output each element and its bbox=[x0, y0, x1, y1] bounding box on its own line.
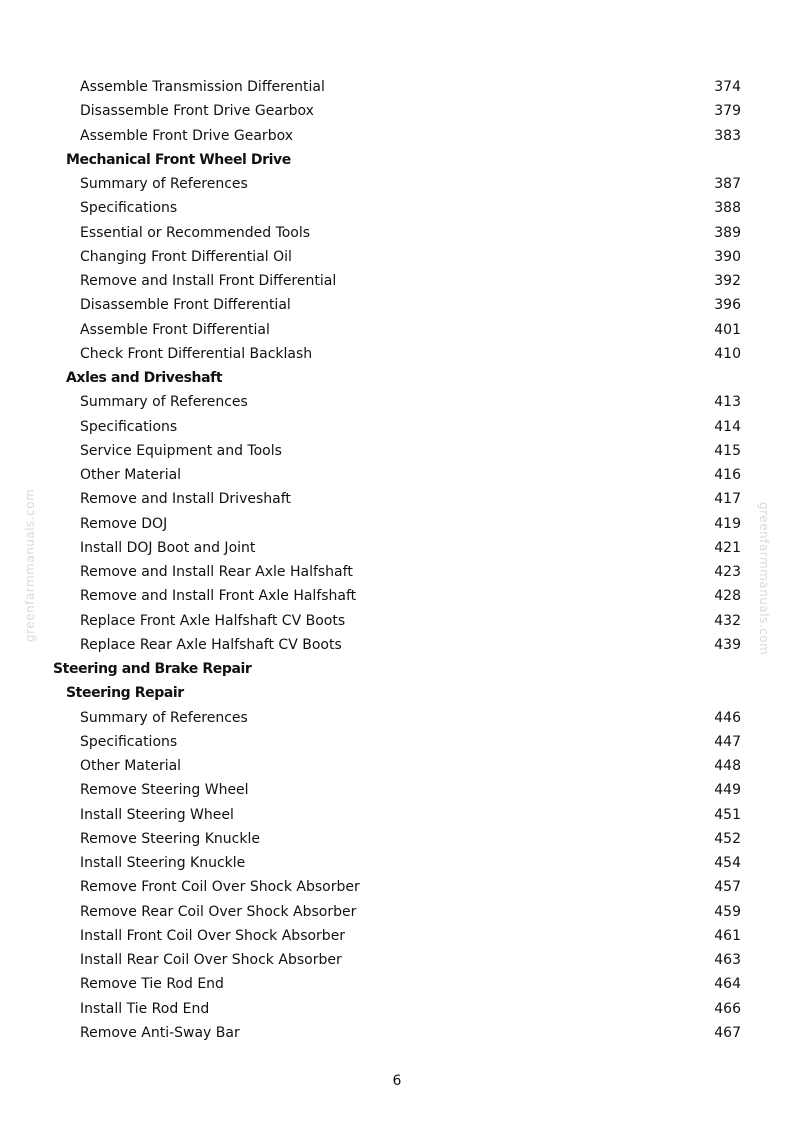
toc-entry[interactable] bbox=[0, 390, 794, 414]
toc-entry-title: Assemble Front Drive Gearbox bbox=[80, 127, 293, 144]
toc-entry-title: Install DOJ Boot and Joint bbox=[80, 539, 256, 556]
toc-entry-page-number: 446 bbox=[714, 709, 741, 726]
toc-entry[interactable] bbox=[0, 900, 794, 924]
toc-entry[interactable] bbox=[0, 948, 794, 972]
toc-section-heading[interactable] bbox=[0, 148, 794, 172]
toc-entry-title: Summary of References bbox=[80, 709, 248, 726]
toc-entry-page-number: 416 bbox=[714, 467, 741, 483]
watermark-right: greenfarmmanuals.com bbox=[757, 502, 771, 656]
toc-entry-page-number: 454 bbox=[714, 855, 741, 871]
toc-entry[interactable] bbox=[0, 609, 794, 633]
toc-entry-title: Mechanical Front Wheel Drive bbox=[66, 151, 291, 168]
toc-entry-page-number: 428 bbox=[714, 588, 741, 605]
toc-entry-title: Disassemble Front Drive Gearbox bbox=[80, 103, 314, 120]
toc-entry-page-number: 379 bbox=[714, 103, 741, 120]
toc-entry-title: Specifications bbox=[80, 418, 178, 435]
toc-entry[interactable] bbox=[0, 318, 794, 342]
toc-entry[interactable] bbox=[0, 196, 794, 220]
toc-entry[interactable] bbox=[0, 415, 794, 439]
toc-entry[interactable] bbox=[0, 875, 794, 899]
toc-entry-title: Remove DOJ bbox=[80, 515, 168, 532]
toc-entry-title: Specifications bbox=[80, 200, 178, 217]
toc-entry-page-number: 419 bbox=[714, 515, 741, 532]
toc-entry-title: Remove Steering Wheel bbox=[80, 782, 249, 799]
toc-entry-title: Remove and Install Driveshaft bbox=[80, 491, 291, 508]
toc-section-heading[interactable] bbox=[0, 681, 794, 705]
toc-entry-title: Assemble Front Differential bbox=[80, 321, 270, 338]
toc-entry-title: Summary of References bbox=[80, 176, 248, 192]
toc-entry[interactable] bbox=[0, 754, 794, 778]
toc-entry-page-number: 414 bbox=[714, 418, 741, 435]
toc-entry-page-number: 457 bbox=[714, 879, 741, 896]
toc-entry[interactable] bbox=[0, 75, 794, 99]
toc-entry-page-number: 448 bbox=[714, 758, 741, 774]
toc-entry-page-number: 388 bbox=[714, 200, 741, 217]
toc-entry[interactable] bbox=[0, 99, 794, 123]
toc-entry-title: Other Material bbox=[80, 467, 182, 483]
toc-entry-page-number: 467 bbox=[714, 1024, 741, 1041]
toc-entry-title: Disassemble Front Differential bbox=[80, 297, 291, 314]
toc-entry[interactable] bbox=[0, 633, 794, 657]
toc-entry-title: Replace Front Axle Halfshaft CV Boots bbox=[80, 612, 346, 629]
page-number: 6 bbox=[392, 1073, 402, 1089]
toc-entry-title: Axles and Driveshaft bbox=[66, 370, 223, 386]
toc-entry[interactable] bbox=[0, 221, 794, 245]
toc-entry-title: Replace Rear Axle Halfshaft CV Boots bbox=[80, 636, 342, 653]
toc-entry-title: Remove Anti-Sway Bar bbox=[80, 1024, 240, 1041]
toc-entry-page-number: 461 bbox=[714, 927, 741, 944]
toc-entry-title: Steering and Brake Repair bbox=[53, 661, 252, 677]
toc-entry-title: Install Steering Knuckle bbox=[80, 855, 246, 871]
toc-entry-page-number: 421 bbox=[714, 539, 741, 556]
toc-entry-title: Assemble Transmission Differential bbox=[80, 79, 325, 95]
toc-entry[interactable] bbox=[0, 172, 794, 196]
toc-entry[interactable] bbox=[0, 487, 794, 511]
toc-entry-title: Remove Tie Rod End bbox=[80, 976, 224, 993]
toc-entry-title: Remove Front Coil Over Shock Absorber bbox=[80, 879, 360, 896]
toc-entry[interactable] bbox=[0, 778, 794, 802]
toc-entry[interactable] bbox=[0, 827, 794, 851]
toc-entry-title: Install Steering Wheel bbox=[80, 806, 234, 823]
toc-entry-title: Check Front Differential Backlash bbox=[80, 345, 313, 362]
toc-entry[interactable] bbox=[0, 124, 794, 148]
toc-entry-title: Remove Rear Coil Over Shock Absorber bbox=[80, 903, 357, 920]
toc-entry-title: Remove and Install Front Axle Halfshaft bbox=[80, 588, 357, 605]
toc-entry[interactable] bbox=[0, 245, 794, 269]
toc-entry-page-number: 452 bbox=[714, 830, 741, 847]
toc-entry[interactable] bbox=[0, 803, 794, 827]
toc-entry-page-number: 417 bbox=[714, 491, 741, 508]
toc-entry[interactable] bbox=[0, 730, 794, 754]
toc-entry-page-number: 392 bbox=[714, 273, 741, 289]
watermark-left: greenfarmmanuals.com bbox=[23, 488, 37, 642]
toc-entry-title: Remove and Install Front Differential bbox=[80, 273, 337, 289]
toc-entry[interactable] bbox=[0, 342, 794, 366]
toc-entry[interactable] bbox=[0, 997, 794, 1021]
toc-entry-page-number: 432 bbox=[714, 612, 741, 629]
toc-entry-page-number: 415 bbox=[714, 442, 741, 459]
toc-entry[interactable] bbox=[0, 972, 794, 996]
toc-entry-page-number: 413 bbox=[714, 394, 741, 411]
toc-entry[interactable] bbox=[0, 293, 794, 317]
toc-entry-page-number: 389 bbox=[714, 224, 741, 241]
toc-entry-page-number: 466 bbox=[714, 1000, 741, 1017]
toc-entry[interactable] bbox=[0, 560, 794, 584]
toc-entry-page-number: 387 bbox=[714, 176, 741, 192]
toc-entry-page-number: 464 bbox=[714, 976, 741, 993]
toc-entry-title: Summary of References bbox=[80, 394, 248, 411]
toc-entry[interactable] bbox=[0, 439, 794, 463]
toc-entry[interactable] bbox=[0, 851, 794, 875]
toc-entry[interactable] bbox=[0, 1021, 794, 1045]
toc-entry-title: Steering Repair bbox=[66, 685, 184, 702]
toc-entry-page-number: 451 bbox=[714, 806, 741, 823]
toc-entry-page-number: 423 bbox=[714, 564, 741, 580]
toc-entry[interactable] bbox=[0, 463, 794, 487]
toc-entry-page-number: 459 bbox=[714, 903, 741, 920]
toc-entry-title: Other Material bbox=[80, 758, 182, 774]
toc-entry-title: Changing Front Differential Oil bbox=[80, 248, 292, 265]
toc-entry-title: Install Rear Coil Over Shock Absorber bbox=[80, 952, 342, 968]
toc-entry-page-number: 439 bbox=[714, 636, 741, 653]
toc-entry-title: Service Equipment and Tools bbox=[80, 442, 282, 459]
toc-entry-page-number: 401 bbox=[714, 321, 741, 338]
toc-entry-title: Remove and Install Rear Axle Halfshaft bbox=[80, 564, 353, 580]
toc-entry[interactable] bbox=[0, 584, 794, 608]
toc-entry[interactable] bbox=[0, 512, 794, 536]
toc-entry-title: Specifications bbox=[80, 733, 178, 750]
toc-entry[interactable] bbox=[0, 269, 794, 293]
toc-entry-page-number: 410 bbox=[714, 345, 741, 362]
toc-entry-page-number: 390 bbox=[714, 248, 741, 265]
toc-entry[interactable] bbox=[0, 706, 794, 730]
toc-section-heading[interactable] bbox=[0, 366, 794, 390]
toc-entry-page-number: 463 bbox=[714, 952, 741, 968]
toc-entry-page-number: 396 bbox=[714, 297, 741, 314]
toc-section-heading[interactable] bbox=[0, 657, 794, 681]
toc-entry[interactable] bbox=[0, 536, 794, 560]
toc-entry[interactable] bbox=[0, 924, 794, 948]
toc-entry-page-number: 383 bbox=[714, 127, 741, 144]
toc-entry-title: Essential or Recommended Tools bbox=[80, 224, 311, 241]
toc-entry-page-number: 449 bbox=[714, 782, 741, 799]
toc-entry-title: Install Front Coil Over Shock Absorber bbox=[80, 927, 346, 944]
toc-entry-page-number: 374 bbox=[714, 79, 741, 95]
table-of-contents bbox=[0, 75, 794, 1045]
toc-entry-title: Install Tie Rod End bbox=[80, 1000, 210, 1017]
toc-entry-page-number: 447 bbox=[714, 733, 741, 750]
toc-entry-title: Remove Steering Knuckle bbox=[80, 830, 260, 847]
